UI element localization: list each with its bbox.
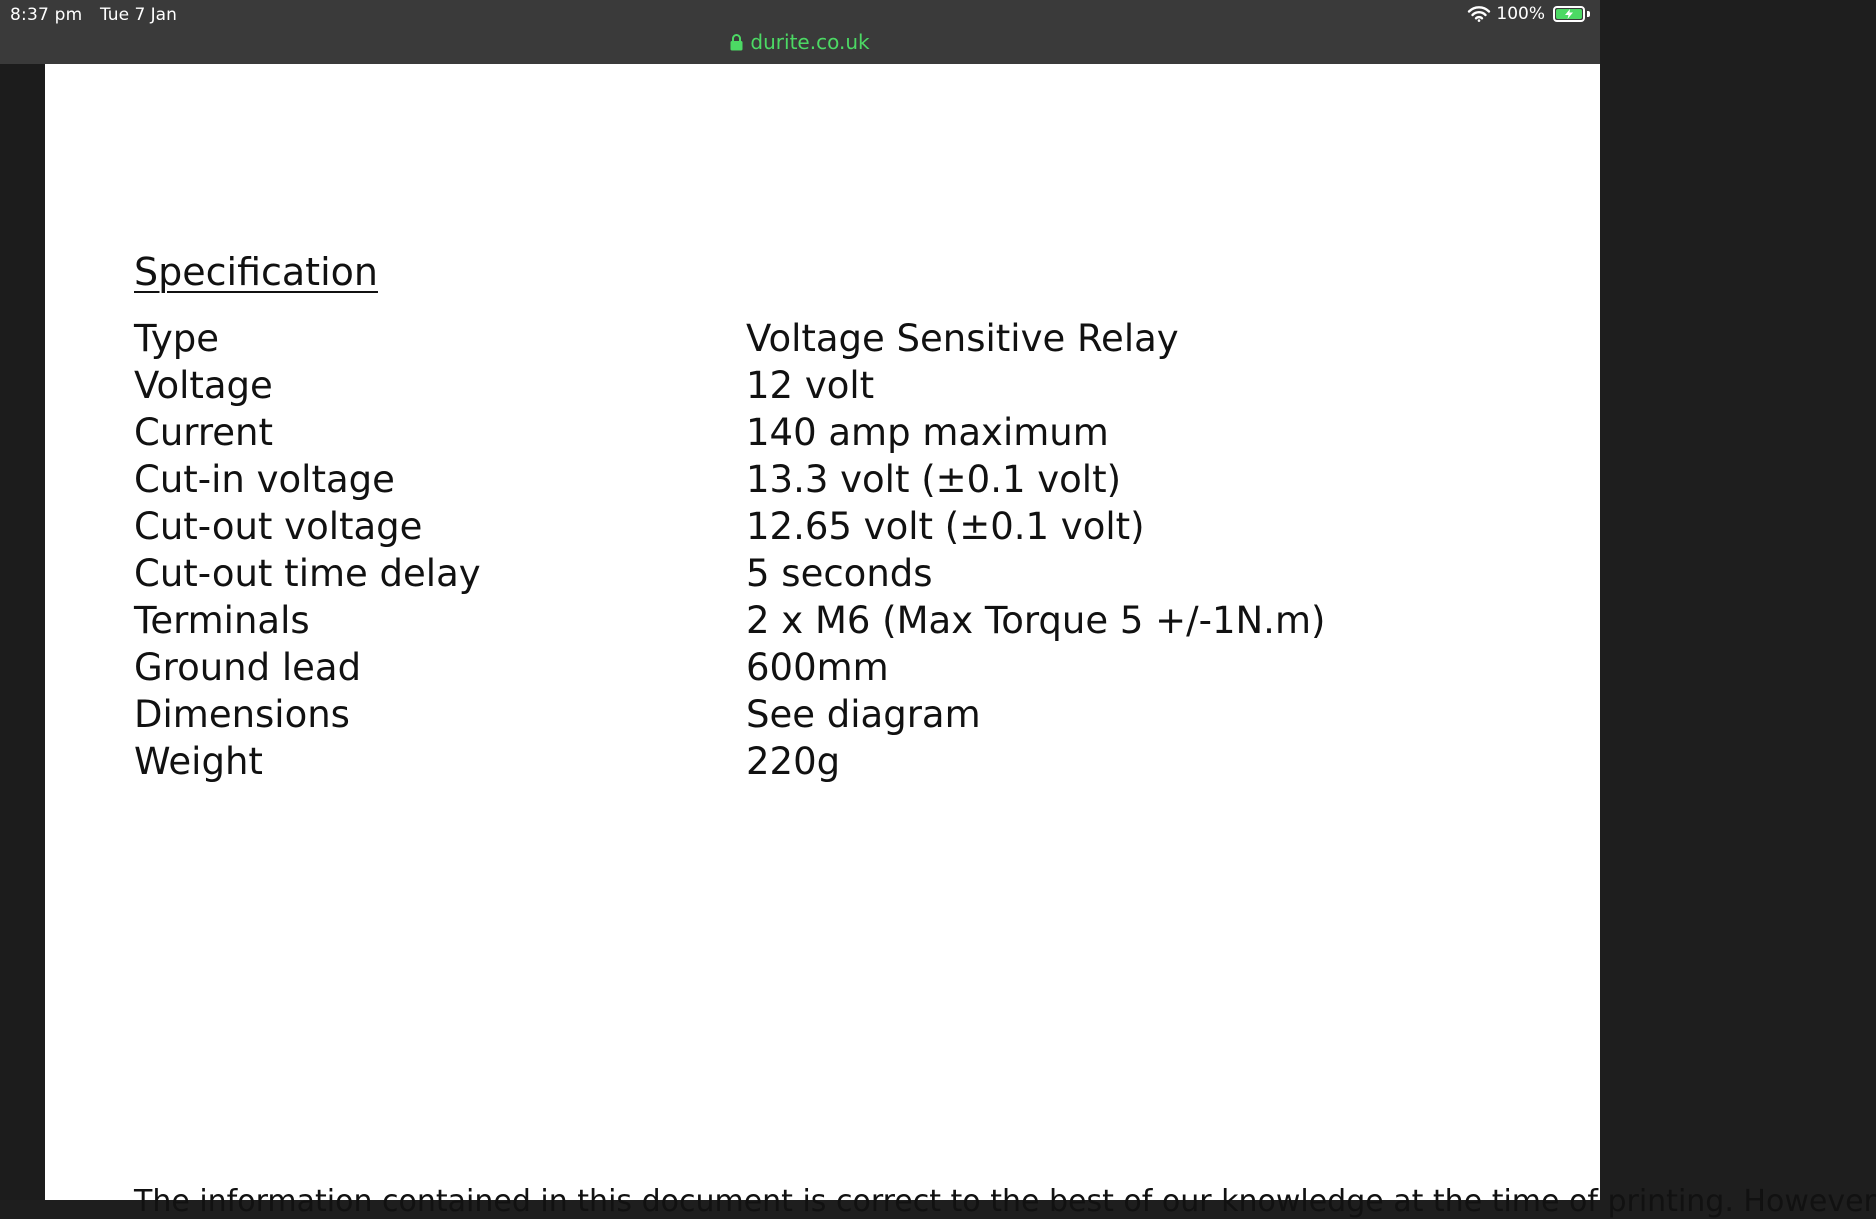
spec-value: 12 volt: [746, 364, 875, 407]
spec-row: [134, 458, 1325, 505]
spec-label: Terminals: [134, 599, 310, 642]
spec-label: Voltage: [134, 364, 273, 407]
charging-bolt-icon: [1563, 9, 1575, 19]
spec-row: [134, 646, 1325, 693]
spec-row: [134, 317, 1325, 364]
spec-label: Current: [134, 411, 273, 454]
spec-row: [134, 693, 1325, 740]
spec-value: 140 amp maximum: [746, 411, 1109, 454]
spec-value: 12.65 volt (±0.1 volt): [746, 505, 1145, 548]
spec-value: See diagram: [746, 693, 981, 736]
spec-label: Cut-out voltage: [134, 505, 423, 548]
spec-value: 2 x M6 (Max Torque 5 +/-1N.m): [746, 599, 1326, 642]
spec-row: [134, 364, 1325, 411]
spec-value: Voltage Sensitive Relay: [746, 317, 1179, 360]
document-page[interactable]: [45, 64, 1876, 1219]
spec-row: [134, 740, 1325, 787]
spec-label: Cut-out time delay: [134, 552, 481, 595]
battery-nub: [1587, 11, 1590, 17]
spec-value: 13.3 volt (±0.1 volt): [746, 458, 1122, 501]
spec-label: Type: [134, 317, 219, 360]
status-date: Tue 7 Jan: [100, 5, 177, 25]
specification-heading: Specification: [134, 250, 378, 294]
lock-icon: [730, 34, 743, 51]
sidebar-edge: [0, 64, 45, 1200]
url-text[interactable]: durite.co.uk: [750, 30, 870, 54]
battery-percent: 100%: [1496, 4, 1545, 24]
spec-label: Weight: [134, 740, 263, 783]
battery-charging-icon: [1553, 6, 1585, 22]
status-time: 8:37 pm: [10, 5, 83, 25]
spec-label: Cut-in voltage: [134, 458, 395, 501]
address-bar[interactable]: [0, 30, 1600, 54]
spec-value: 5 seconds: [746, 552, 933, 595]
spec-row: [134, 599, 1325, 646]
spec-row: [134, 552, 1325, 599]
spec-label: Dimensions: [134, 693, 350, 736]
disclaimer-text: The information contained in this document is correct to the best of our knowledge at the time of printing. However: [134, 1184, 1876, 1219]
spec-label: Ground lead: [134, 646, 362, 689]
battery-level: [1556, 9, 1582, 19]
status-indicators: [1468, 4, 1590, 24]
spec-row: [134, 505, 1325, 552]
status-bar: [0, 0, 1600, 64]
spec-value: 220g: [746, 740, 841, 783]
spec-value: 600mm: [746, 646, 889, 689]
wifi-icon: [1468, 6, 1490, 22]
spec-table: [134, 317, 1325, 787]
spec-row: [134, 411, 1325, 458]
